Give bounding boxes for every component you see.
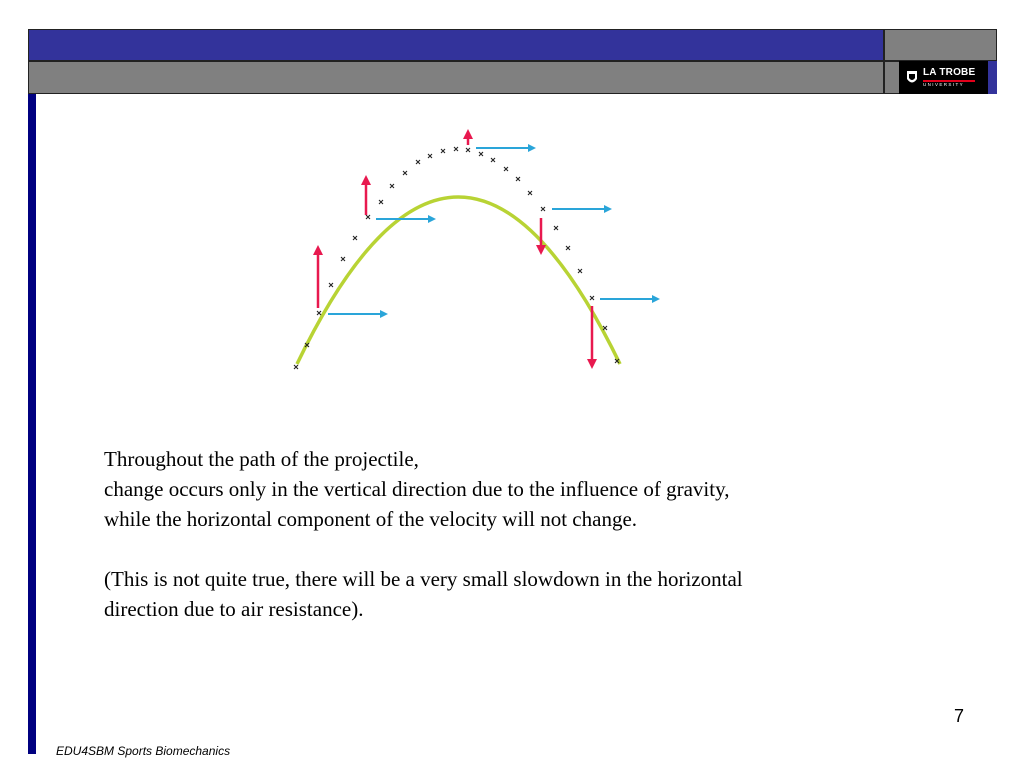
position-marker-icon	[428, 154, 432, 158]
position-marker-icon	[441, 149, 445, 153]
position-marker-icon	[516, 177, 520, 181]
position-marker-icon	[294, 365, 298, 369]
position-marker-icon	[603, 326, 607, 330]
position-marker-icon	[466, 148, 470, 152]
university-logo	[899, 61, 988, 94]
position-marker-icon	[479, 152, 483, 156]
position-marker-icon	[590, 296, 594, 300]
logo-subtitle: UNIVERSITY	[923, 80, 975, 88]
logo-edge	[988, 61, 997, 94]
position-marker-icon	[390, 184, 394, 188]
position-marker-icon	[554, 226, 558, 230]
header-band-grey	[28, 61, 884, 94]
position-marker-icon	[379, 200, 383, 204]
crest-icon	[905, 69, 919, 87]
logo-title: LA TROBE	[923, 66, 976, 78]
explanation-text	[104, 444, 924, 624]
projectile-diagram	[280, 120, 680, 380]
position-marker-icon	[317, 311, 321, 315]
header-band-blue	[28, 29, 884, 61]
position-marker-icon	[341, 257, 345, 261]
text-line: direction due to air resistance).	[104, 597, 364, 621]
text-line: Throughout the path of the projectile,	[104, 447, 419, 471]
vertical-velocity-arrows	[318, 134, 592, 364]
horizontal-velocity-arrows	[328, 148, 656, 314]
position-marker-icon	[528, 191, 532, 195]
position-marker-icon	[366, 215, 370, 219]
position-marker-icon	[578, 269, 582, 273]
text-line: while the horizontal component of the velocity will not change.	[104, 507, 638, 531]
position-marker-icon	[454, 147, 458, 151]
text-line: change occurs only in the vertical direction due to the influence of gravity,	[104, 477, 730, 501]
left-accent-bar	[28, 94, 36, 754]
position-marker-icon	[541, 207, 545, 211]
position-marker-icon	[416, 160, 420, 164]
course-footer: EDU4SBM Sports Biomechanics	[56, 744, 231, 758]
position-marker-icon	[491, 158, 495, 162]
position-markers	[294, 147, 619, 369]
position-marker-icon	[566, 246, 570, 250]
text-line: (This is not quite true, there will be a very small slowdown in the horizontal	[104, 567, 743, 591]
page-number: 7	[953, 706, 964, 726]
position-marker-icon	[353, 236, 357, 240]
position-marker-icon	[403, 171, 407, 175]
trajectory-path	[297, 197, 620, 364]
header-band-right	[884, 29, 997, 61]
position-marker-icon	[504, 167, 508, 171]
position-marker-icon	[329, 283, 333, 287]
